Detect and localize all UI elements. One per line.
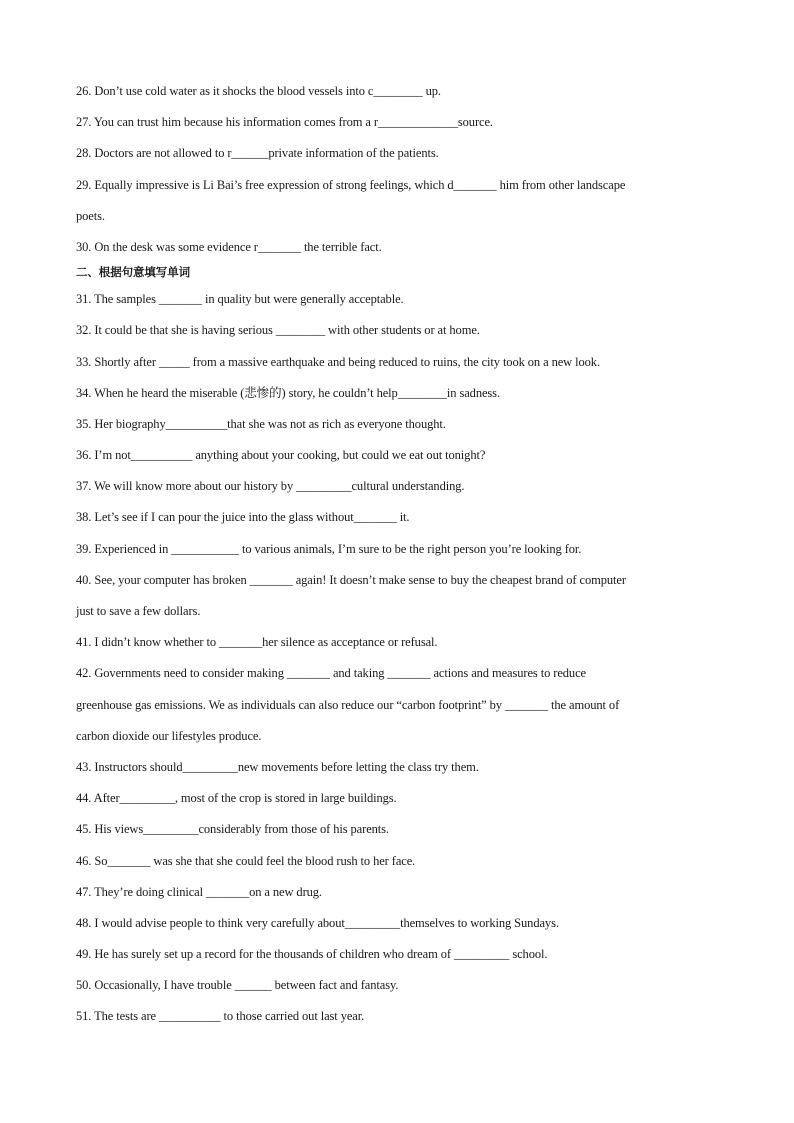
- question-41: 41. I didn’t know whether to _______her silence as acceptance or refusal.: [76, 635, 438, 650]
- question-48: 48. I would advise people to think very carefully about_________themselves to working Sundays.: [76, 915, 559, 930]
- question-46: 46. So_______ was she that she could feel the blood rush to her face.: [76, 853, 416, 868]
- question-40: 40. See, your computer has broken _______ again! It doesn’t make sense to buy the cheapest brand of computer: [76, 572, 626, 587]
- question-29-continued: poets.: [76, 208, 105, 223]
- question-38: 38. Let’s see if I can pour the juice into the glass without_______ it.: [76, 510, 410, 525]
- section-heading: 二、根据句意填写单词: [76, 265, 190, 280]
- question-42: 42. Governments need to consider making _______ and taking _______ actions and measures to reduce: [76, 666, 586, 681]
- question-37: 37. We will know more about our history by _________cultural understanding.: [76, 479, 465, 494]
- question-43: 43. Instructors should_________new movements before letting the class try them.: [76, 759, 479, 774]
- question-28: 28. Doctors are not allowed to r______private information of the patients.: [76, 146, 439, 161]
- question-34: 34. When he heard the miserable (悲惨的) story, he couldn’t help________in sadness.: [76, 385, 500, 400]
- question-35: 35. Her biography__________that she was not as rich as everyone thought.: [76, 416, 446, 431]
- question-42-continued-2: carbon dioxide our lifestyles produce.: [76, 728, 262, 743]
- question-39: 39. Experienced in ___________ to various animals, I’m sure to be the right person you’re looking for.: [76, 541, 582, 556]
- question-49: 49. He has surely set up a record for the thousands of children who dream of _________ school.: [76, 947, 548, 962]
- question-26: 26. Don’t use cold water as it shocks the blood vessels into c________ up.: [76, 84, 441, 98]
- question-42-continued-1: greenhouse gas emissions. We as individuals can also reduce our “carbon footprint” by _______ the amount of: [76, 697, 620, 712]
- question-51: 51. The tests are __________ to those carried out last year.: [76, 1009, 365, 1024]
- question-50: 50. Occasionally, I have trouble ______ between fact and fantasy.: [76, 978, 399, 993]
- question-45: 45. His views_________considerably from those of his parents.: [76, 822, 389, 837]
- question-36: 36. I’m not__________ anything about your cooking, but could we eat out tonight?: [76, 448, 486, 463]
- question-27: 27. You can trust him because his information comes from a r_____________source.: [76, 115, 493, 130]
- question-47: 47. They’re doing clinical _______on a new drug.: [76, 884, 322, 899]
- question-29: 29. Equally impressive is Li Bai’s free expression of strong feelings, which d_______ him from other landscape: [76, 177, 626, 192]
- worksheet-page: [76, 80, 716, 1037]
- question-31: 31. The samples _______ in quality but were generally acceptable.: [76, 292, 404, 307]
- question-30: 30. On the desk was some evidence r_______ the terrible fact.: [76, 239, 382, 254]
- question-40-continued: just to save a few dollars.: [76, 604, 201, 618]
- question-33: 33. Shortly after _____ from a massive earthquake and being reduced to ruins, the city took on a new look.: [76, 354, 600, 369]
- question-44: 44. After_________, most of the crop is stored in large buildings.: [76, 791, 397, 806]
- question-32: 32. It could be that she is having serious ________ with other students or at home.: [76, 323, 480, 338]
